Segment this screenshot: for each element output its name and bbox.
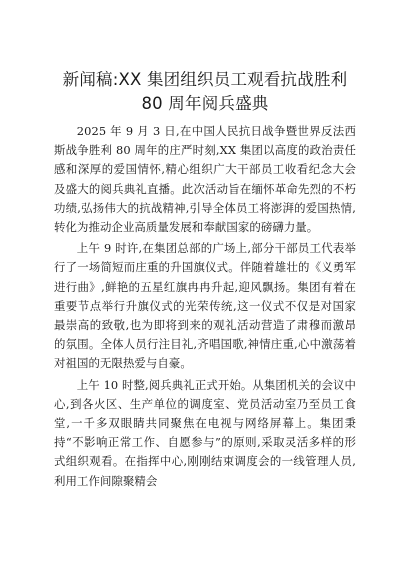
paragraph-2: 上午 9 时许,在集团总部的广场上,部分干部员工代表举行了一场简短而庄重的升国旗仪式。伴随着雄壮的《义勇军进行曲》,鲜艳的五星红旗冉冉升起,迎风飘扬。集团有着在重要节点举行升旗仪式的光荣传统,这一仪式不仅是对国家最崇高的致敬,也为即将到来的观礼活动营造了肃穆而激昂的氛围。全体人员行注目礼,齐唱国歌,神情庄重,心中激荡着对祖国的无限热爱与自豪。	[54, 241, 356, 371]
paragraph-1: 2025 年 9 月 3 日,在中国人民抗日战争暨世界反法西斯战争胜利 80 周年的庄严时刻,XX 集团以高度的政治责任感和深厚的爱国情怀,精心组织广大干部员工收看纪念大会及盛大的阅兵典礼直播。此次活动旨在缅怀革命先烈的不朽功绩,弘扬伟大的抗战精神,引导全体员工将澎湃的爱国热情,转化为推动企业高质量发展和奉献国家的磅礴力量。	[54, 124, 356, 235]
document-title: 新闻稿:XX 集团组织员工观看抗战胜利 80 周年阅兵盛典	[62, 70, 348, 113]
paragraph-3: 上午 10 时整,阅兵典礼正式开始。从集团机关的会议中心,到各火区、生产单位的调度室、党员活动室乃至员工食堂,一千多双眼睛共同聚焦在电视与网络屏幕上。集团秉持“不影响正常工作、自愿参与”的原则,采取灵活多样的形式组织观看。在指挥中心,刚刚结束调度会的一线管理人员,利用工作间隙聚精会	[54, 377, 356, 488]
